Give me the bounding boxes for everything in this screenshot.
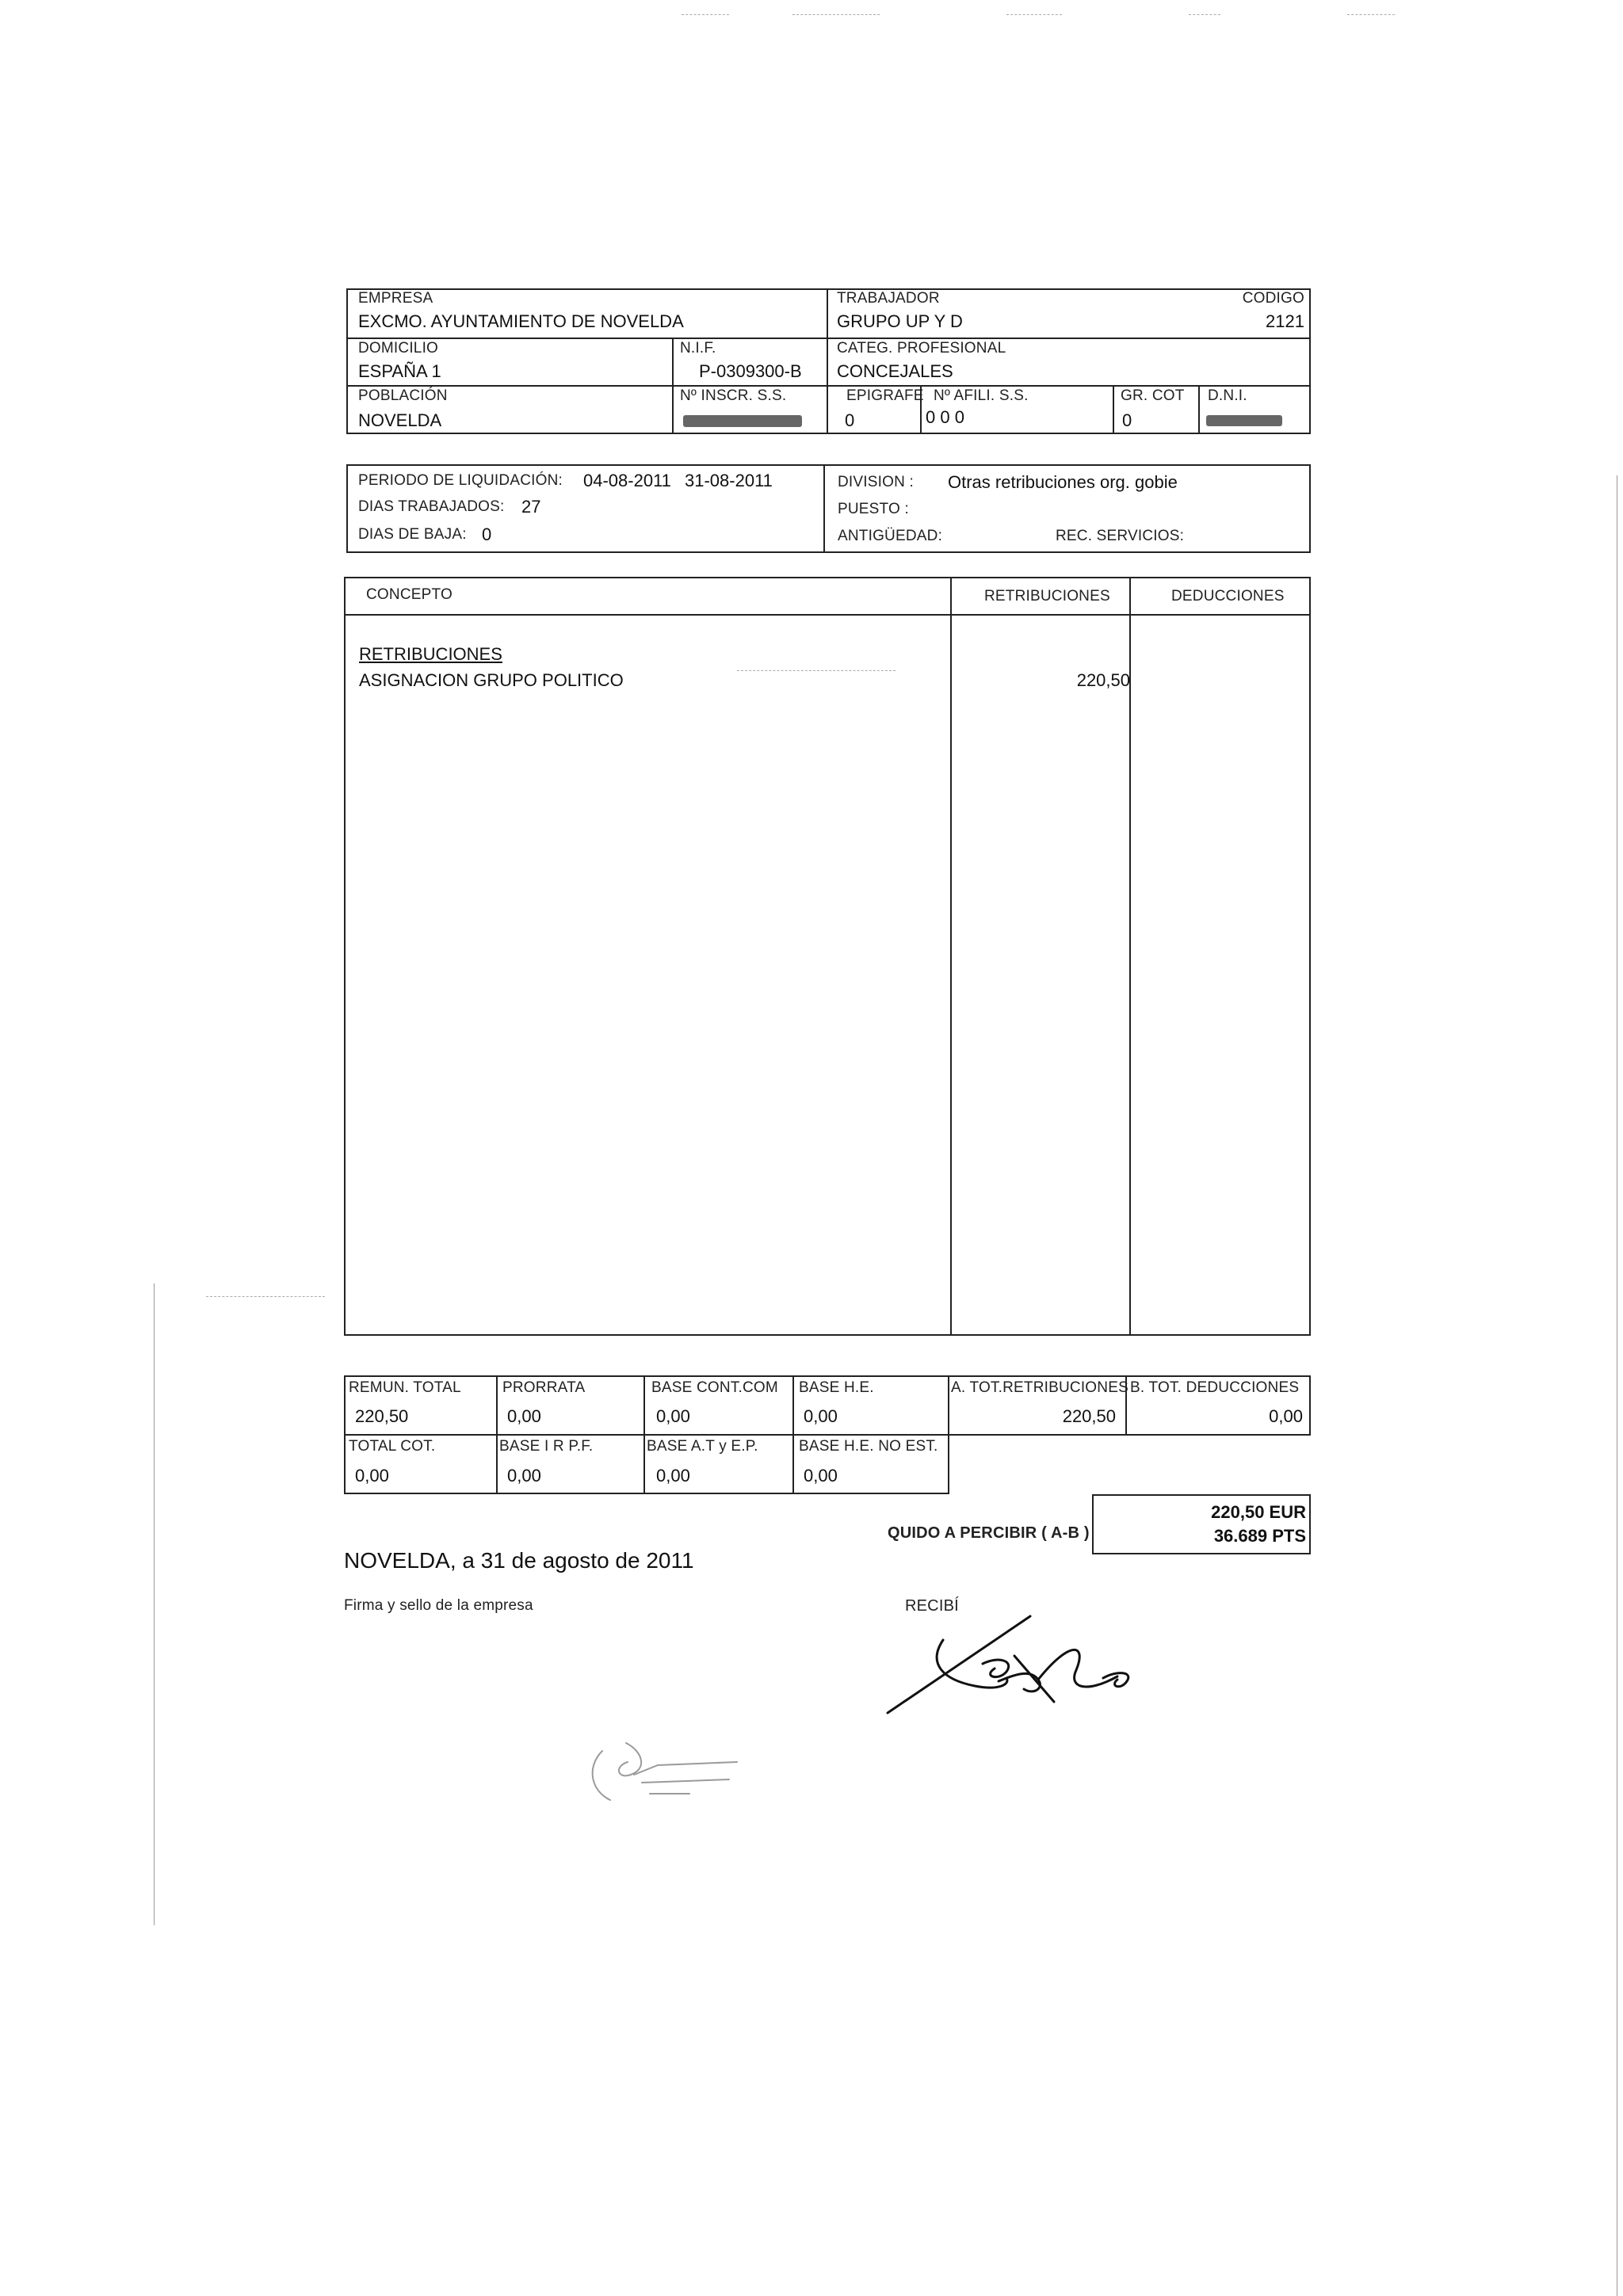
division-value: Otras retribuciones org. gobie xyxy=(948,472,1178,492)
poblacion-label: POBLACIÓN xyxy=(358,387,448,404)
poblacion-value: NOVELDA xyxy=(358,410,442,430)
division-label: DIVISION : xyxy=(838,474,914,490)
codigo-label: CODIGO xyxy=(1242,290,1304,307)
nif-value: P-0309300-B xyxy=(699,361,802,381)
rec-servicios-label: REC. SERVICIOS: xyxy=(1056,528,1185,544)
periodo-label: PERIODO DE LIQUIDACIÓN: xyxy=(358,472,563,489)
categ-value: CONCEJALES xyxy=(837,361,953,381)
epigrafe-label: EPIGRAFE xyxy=(846,387,924,404)
base-cont-com-value: 0,00 xyxy=(656,1406,690,1426)
domicilio-label: DOMICILIO xyxy=(358,340,439,357)
categ-label: CATEG. PROFESIONAL xyxy=(837,340,1006,357)
redacted-inscr xyxy=(683,415,802,427)
empresa-value: EXCMO. AYUNTAMIENTO DE NOVELDA xyxy=(358,311,684,331)
tot-deducciones-label: B. TOT. DEDUCCIONES xyxy=(1130,1379,1300,1396)
base-at-ep-label: BASE A.T y E.P. xyxy=(647,1438,758,1455)
dias-trabajados-value: 27 xyxy=(521,497,541,517)
afili-label: Nº AFILI. S.S. xyxy=(934,387,1029,404)
dni-label: D.N.I. xyxy=(1208,387,1247,404)
remun-total-value: 220,50 xyxy=(355,1406,409,1426)
remun-total-label: REMUN. TOTAL xyxy=(349,1379,461,1396)
base-cont-com-label: BASE CONT.COM xyxy=(651,1379,778,1396)
table-row-retribucion: 220,50 xyxy=(1076,670,1130,690)
base-irpf-label: BASE I R P.F. xyxy=(499,1438,594,1455)
domicilio-value: ESPAÑA 1 xyxy=(358,361,441,381)
trabajador-label: TRABAJADOR xyxy=(837,290,940,307)
codigo-value: 2121 xyxy=(1266,311,1304,331)
liquido-pts: 36.689 PTS xyxy=(1213,1526,1306,1546)
total-cot-value: 0,00 xyxy=(355,1466,389,1486)
grcot-value: 0 xyxy=(1122,410,1132,430)
base-at-ep-value: 0,00 xyxy=(656,1466,690,1486)
inscr-label: Nº INSCR. S.S. xyxy=(680,387,787,404)
dias-trabajados-label: DIAS TRABAJADOS: xyxy=(358,498,505,515)
tot-retribuciones-value: 220,50 xyxy=(1062,1406,1116,1426)
liquido-eur: 220,50 EUR xyxy=(1211,1502,1306,1522)
prorrata-value: 0,00 xyxy=(507,1406,541,1426)
col-deducciones: DEDUCCIONES xyxy=(1171,588,1285,605)
tot-retribuciones-label: A. TOT.RETRIBUCIONES xyxy=(951,1379,1128,1396)
recibi-label: RECIBÍ xyxy=(905,1597,959,1615)
col-retribuciones: RETRIBUCIONES xyxy=(984,588,1110,605)
col-concepto: CONCEPTO xyxy=(366,586,453,603)
base-he-value: 0,00 xyxy=(804,1406,838,1426)
fecha-hasta: 31-08-2011 xyxy=(685,471,773,490)
total-cot-label: TOTAL COT. xyxy=(349,1438,436,1455)
fecha-lugar: NOVELDA, a 31 de agosto de 2011 xyxy=(344,1548,694,1573)
firma-empresa: Firma y sello de la empresa xyxy=(344,1597,533,1614)
dias-baja-value: 0 xyxy=(482,524,492,544)
dias-baja-label: DIAS DE BAJA: xyxy=(358,526,467,543)
empresa-label: EMPRESA xyxy=(358,290,433,307)
trabajador-value: GRUPO UP Y D xyxy=(837,311,963,331)
signature-drawing xyxy=(880,1608,1165,1727)
puesto-label: PUESTO : xyxy=(838,501,909,517)
liquido-label: QUIDO A PERCIBIR ( A-B ) xyxy=(888,1524,1090,1542)
base-he-noest-value: 0,00 xyxy=(804,1466,838,1486)
redacted-dni xyxy=(1206,415,1282,426)
base-he-noest-label: BASE H.E. NO EST. xyxy=(799,1438,938,1455)
stamp-mark xyxy=(555,1727,745,1814)
table-row-concepto: ASIGNACION GRUPO POLITICO xyxy=(359,670,624,690)
fecha-desde: 04-08-2011 xyxy=(583,471,671,490)
section-retribuciones: RETRIBUCIONES xyxy=(359,644,502,664)
epigrafe-value: 0 xyxy=(845,410,855,430)
tot-deducciones-value: 0,00 xyxy=(1269,1406,1303,1426)
antiguedad-label: ANTIGÜEDAD: xyxy=(838,528,943,544)
base-irpf-value: 0,00 xyxy=(507,1466,541,1486)
header-box xyxy=(346,288,1311,434)
base-he-label: BASE H.E. xyxy=(799,1379,874,1396)
afili-value: 0 0 0 xyxy=(926,407,964,427)
grcot-label: GR. COT xyxy=(1121,387,1185,404)
nif-label: N.I.F. xyxy=(680,340,716,357)
prorrata-label: PRORRATA xyxy=(502,1379,586,1396)
